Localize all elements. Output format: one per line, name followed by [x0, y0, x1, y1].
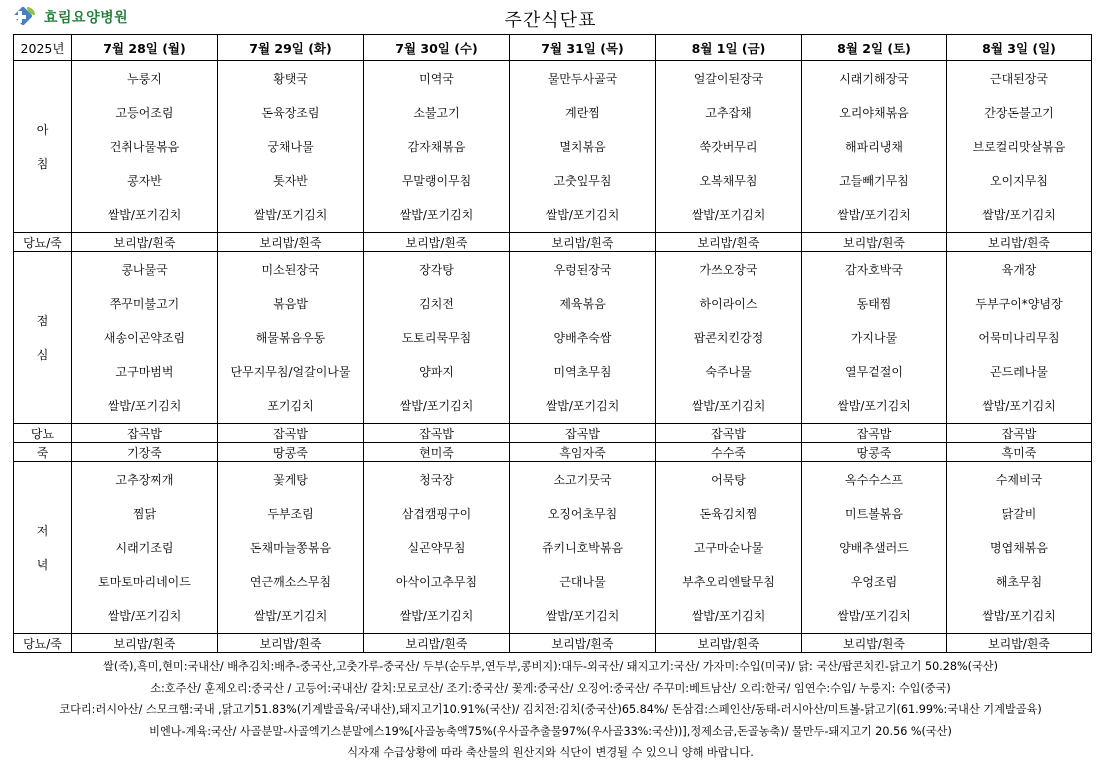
hospital-name: 효림요양병원 [44, 10, 129, 26]
weekly-menu-table [13, 34, 1092, 653]
dish-item: 쌀밥/포기김치 [691, 398, 766, 413]
dish-item: 황탯국 [273, 71, 308, 86]
breakfast-row [14, 61, 1092, 233]
dish-item: 쌀밥/포기김치 [982, 398, 1056, 413]
day-header: 7월 28일 (월) [72, 35, 218, 61]
dish-item: 쌀밥/포기김치 [982, 207, 1056, 222]
dish-item: 제육볶음 [559, 296, 606, 311]
dish-item: 어묵탕 [711, 472, 746, 487]
dish-item: 감자채볶음 [407, 139, 466, 154]
diet-value: 보리밥/흰죽 [947, 634, 1092, 653]
dish-item: 근대나물 [559, 574, 606, 589]
lunch-label: 점 심 [14, 252, 72, 424]
dish-item: 쌀밥/포기김치 [545, 207, 620, 222]
lunch-day-cell [364, 252, 510, 424]
porridge-value: 흑미죽 [947, 443, 1092, 462]
porridge-value: 현미죽 [364, 443, 510, 462]
dish-item: 연근깨소스무침 [249, 574, 332, 589]
dinner-row [14, 462, 1092, 634]
dish-item: 감자호박국 [845, 262, 903, 277]
diet-value: 보리밥/흰죽 [656, 233, 802, 252]
dish-item: 열무겉절이 [845, 364, 903, 379]
porridge-value: 땅콩죽 [218, 443, 364, 462]
dish-item: 단무지무침/얼갈이나물 [230, 364, 351, 379]
dish-item: 물만두사골국 [547, 71, 618, 86]
dish-item: 포기김치 [267, 398, 314, 413]
dish-item: 오징어초무침 [547, 506, 618, 521]
dish-item: 돈육김치찜 [699, 506, 758, 521]
dinner-diet-row [14, 634, 1092, 653]
dish-item: 삼겹캠핑구이 [401, 506, 472, 521]
porridge-value: 수수죽 [656, 443, 802, 462]
dinner-label: 저 녁 [14, 462, 72, 634]
dish-item: 가지나물 [850, 330, 898, 345]
dish-item: 해파리냉채 [845, 139, 903, 154]
diet-value: 보리밥/흰죽 [218, 634, 364, 653]
origin-notes [0, 656, 1101, 764]
dish-item: 쌀밥/포기김치 [253, 608, 328, 623]
dish-item: 쌀밥/포기김치 [691, 207, 766, 222]
dish-item: 고추잡채 [705, 105, 752, 120]
day-header: 8월 3일 (일) [947, 35, 1092, 61]
breakfast-day-cell [72, 61, 218, 233]
dish-item: 도토리묵무침 [401, 330, 472, 345]
dish-item: 쌀밥/포기김치 [837, 608, 911, 623]
breakfast-day-cell [364, 61, 510, 233]
diet-value: 보리밥/흰죽 [510, 233, 656, 252]
diet-label: 당뇨/죽 [14, 634, 72, 653]
dish-item: 닭갈비 [1001, 506, 1037, 521]
diet-value: 보리밥/흰죽 [947, 233, 1092, 252]
dish-item: 쌀밥/포기김치 [837, 207, 911, 222]
breakfast-day-cell [656, 61, 802, 233]
dish-item: 콩나물국 [121, 262, 168, 277]
dish-item: 미트볼볶음 [845, 506, 903, 521]
dish-item: 근대된장국 [990, 71, 1048, 86]
lunch-porridge-row [14, 443, 1092, 462]
dinner-day-cell [802, 462, 947, 634]
dish-item: 쌀밥/포기김치 [399, 608, 474, 623]
dish-item: 쌀밥/포기김치 [107, 398, 182, 413]
day-header: 8월 1일 (금) [656, 35, 802, 61]
dish-item: 쭈꾸미불고기 [109, 296, 180, 311]
dish-item: 쑥갓버무리 [699, 139, 758, 154]
day-header: 7월 29일 (화) [218, 35, 364, 61]
dish-item: 우렁된장국 [553, 262, 612, 277]
dish-item: 장각탕 [419, 262, 454, 277]
header-row [14, 35, 1092, 61]
dish-item: 부추오리엔탈무침 [682, 574, 775, 589]
dish-item: 어묵미나리무침 [978, 330, 1060, 345]
diet-value: 보리밥/흰죽 [510, 634, 656, 653]
diabetic-value: 잡곡밥 [72, 424, 218, 443]
dinner-day-cell [510, 462, 656, 634]
dinner-day-cell [364, 462, 510, 634]
dish-item: 브로컬리맛살볶음 [972, 139, 1066, 154]
origin-note-line: 비엔나-계육:국산/ 사골분말-사골엑기스분말에스19%[사골농축액75%(우사골추출물97%(우사골33%:국산))],정제소금,돈골농축)/ 물만두-돼지고기 20.56 %(국산) [149, 724, 952, 738]
dish-item: 양배추숙쌈 [553, 330, 612, 345]
dish-item: 쌀밥/포기김치 [545, 398, 620, 413]
diet-value: 보리밥/흰죽 [802, 634, 947, 653]
dinner-day-cell [72, 462, 218, 634]
dish-item: 우엉조림 [850, 574, 898, 589]
dish-item: 콩자반 [127, 173, 162, 188]
diet-value: 보리밥/흰죽 [802, 233, 947, 252]
diabetic-value: 잡곡밥 [656, 424, 802, 443]
dish-item: 오이지무침 [990, 173, 1048, 188]
dish-item: 간장돈불고기 [984, 105, 1054, 120]
dish-item: 수제비국 [995, 472, 1043, 487]
dish-item: 곤드레나물 [990, 364, 1048, 379]
dinner-day-cell [947, 462, 1092, 634]
dish-item: 쌀밥/포기김치 [545, 608, 620, 623]
dish-item: 토마토마리네이드 [98, 574, 191, 589]
dish-item: 두부구이*양념장 [975, 296, 1063, 311]
dish-item: 쌀밥/포기김치 [399, 207, 474, 222]
diet-value: 보리밥/흰죽 [656, 634, 802, 653]
dish-item: 쌀밥/포기김치 [399, 398, 474, 413]
dish-item: 누룽지 [127, 71, 162, 86]
dish-item: 시래기해장국 [839, 71, 909, 86]
day-header: 8월 2일 (토) [802, 35, 947, 61]
breakfast-day-cell [510, 61, 656, 233]
dish-item: 숙주나물 [705, 364, 752, 379]
dish-item: 돈육장조림 [261, 105, 320, 120]
dish-item: 육개장 [1001, 262, 1037, 277]
breakfast-diet-row [14, 233, 1092, 252]
breakfast-day-cell [947, 61, 1092, 233]
dish-item: 양배추샐러드 [839, 540, 909, 555]
lunch-day-cell [510, 252, 656, 424]
dish-item: 쌀밥/포기김치 [691, 608, 766, 623]
dish-item: 쌀밥/포기김치 [982, 608, 1056, 623]
dish-item: 쌀밥/포기김치 [837, 398, 911, 413]
dish-item: 쌀밥/포기김치 [107, 207, 182, 222]
diabetic-value: 잡곡밥 [947, 424, 1092, 443]
lunch-diabetic-row [14, 424, 1092, 443]
dish-item: 미역국 [419, 71, 454, 86]
dish-item: 팝콘치킨강정 [693, 330, 764, 345]
diet-value: 보리밥/흰죽 [364, 634, 510, 653]
dish-item: 실곤약무침 [407, 540, 466, 555]
dish-item: 소불고기 [413, 105, 460, 120]
dish-item: 톳자반 [273, 173, 308, 188]
dish-item: 동태찜 [856, 296, 892, 311]
dinner-day-cell [218, 462, 364, 634]
lunch-day-cell [802, 252, 947, 424]
porridge-label: 죽 [14, 443, 72, 462]
origin-note-line: 쌀(죽),흑미,현미:국내산/ 배추김치:배추-중국산,고춧가루-중국산/ 두부(순두부,연두부,콩비지):대두-외국산/ 돼지고기:국산/ 가자미:수입(미국)/ 닭: 국산/팝콘치킨-닭고기 50.28%(국산) [103, 660, 998, 673]
diabetic-value: 잡곡밥 [802, 424, 947, 443]
dish-item: 찜닭 [132, 506, 157, 521]
dish-item: 명엽채볶음 [990, 540, 1048, 555]
dish-item: 미소된장국 [261, 262, 320, 277]
day-header: 7월 31일 (목) [510, 35, 656, 61]
dish-item: 고구마순나물 [693, 540, 764, 555]
dish-item: 쥬키니호박볶음 [541, 540, 624, 555]
dish-item: 멸치볶음 [559, 139, 606, 154]
dish-item: 고춧잎무침 [553, 173, 612, 188]
dish-item: 궁채나물 [267, 139, 314, 154]
dish-item: 가쓰오장국 [699, 262, 758, 277]
porridge-value: 땅콩죽 [802, 443, 947, 462]
dinner-day-cell [656, 462, 802, 634]
dish-item: 고등어조림 [115, 105, 174, 120]
diet-value: 보리밥/흰죽 [364, 233, 510, 252]
breakfast-day-cell [218, 61, 364, 233]
dish-item: 무말랭이무침 [401, 173, 472, 188]
breakfast-label: 아 침 [14, 61, 72, 233]
dish-item: 오복채무침 [699, 173, 758, 188]
dish-item: 고구마범벅 [115, 364, 174, 379]
dish-item: 양파지 [419, 364, 454, 379]
page-title: 주간식단표 [504, 10, 597, 31]
lunch-day-cell [947, 252, 1092, 424]
dish-item: 아삭이고추무침 [395, 574, 478, 589]
lunch-day-cell [656, 252, 802, 424]
dish-item: 하이라이스 [699, 296, 758, 311]
dish-item: 볶음밥 [273, 296, 308, 311]
dish-item: 옥수수스프 [845, 472, 903, 487]
diabetic-value: 잡곡밥 [510, 424, 656, 443]
origin-note-line: 코다리:러시아산/ 스모크햄:국내 ,닭고기51.83%(기계발골육/국내산),돼지고기10.91%(국산)/ 김치전:김치(중국산)65.84%/ 돈삼겹:스페인산/동태-러시아산/미트볼-닭고기(61.99%:국내산 기계발골육) [59, 703, 1042, 717]
dish-item: 고들빼기무침 [839, 173, 909, 188]
dish-item: 쌀밥/포기김치 [107, 608, 182, 623]
dish-item: 고추장찌개 [115, 472, 174, 487]
dish-item: 소고기뭇국 [553, 472, 612, 487]
dish-item: 김치전 [419, 296, 454, 311]
lunch-day-cell [218, 252, 364, 424]
lunch-row [14, 252, 1092, 424]
dish-item: 두부조림 [267, 506, 314, 521]
origin-note-line: 소:호주산/ 훈제오리:중국산 / 고등어:국내산/ 갈치:모로코산/ 조기:중국산/ 꽃게:중국산/ 오징어:중국산/ 주꾸미:베트남산/ 오리:한국/ 임연수:수입/ 누룽지: 수입(중국) [150, 681, 951, 695]
diabetic-value: 잡곡밥 [218, 424, 364, 443]
dish-item: 쌀밥/포기김치 [253, 207, 328, 222]
dish-item: 얼갈이된장국 [693, 71, 764, 86]
dish-item: 돈채마늘쫑볶음 [249, 540, 332, 555]
lunch-day-cell [72, 252, 218, 424]
year-cell: 2025년 [14, 35, 72, 61]
diet-value: 보리밥/흰죽 [218, 233, 364, 252]
dish-item: 시래기조림 [115, 540, 174, 555]
dish-item: 해물볶음우동 [255, 330, 326, 345]
breakfast-day-cell [802, 61, 947, 233]
dish-item: 계란찜 [565, 105, 600, 120]
dish-item: 미역초무침 [553, 364, 612, 379]
diet-value: 보리밥/흰죽 [72, 634, 218, 653]
porridge-value: 기장죽 [72, 443, 218, 462]
dish-item: 오리야채볶음 [839, 105, 909, 120]
diet-label: 당뇨/죽 [14, 233, 72, 252]
dish-item: 해초무침 [995, 574, 1043, 589]
dish-item: 청국장 [419, 472, 454, 487]
diabetic-value: 잡곡밥 [364, 424, 510, 443]
day-header: 7월 30일 (수) [364, 35, 510, 61]
dish-item: 꽃게탕 [273, 472, 308, 487]
origin-note-line: 식자재 수급상황에 따라 축산물의 원산지와 식단이 변경될 수 있으니 양해 바랍니다. [347, 746, 754, 760]
diet-value: 보리밥/흰죽 [72, 233, 218, 252]
dish-item: 건취나물볶음 [109, 139, 180, 154]
porridge-value: 흑임자죽 [510, 443, 656, 462]
dish-item: 새송이곤약조림 [103, 330, 186, 345]
diabetic-label: 당뇨 [14, 424, 72, 443]
